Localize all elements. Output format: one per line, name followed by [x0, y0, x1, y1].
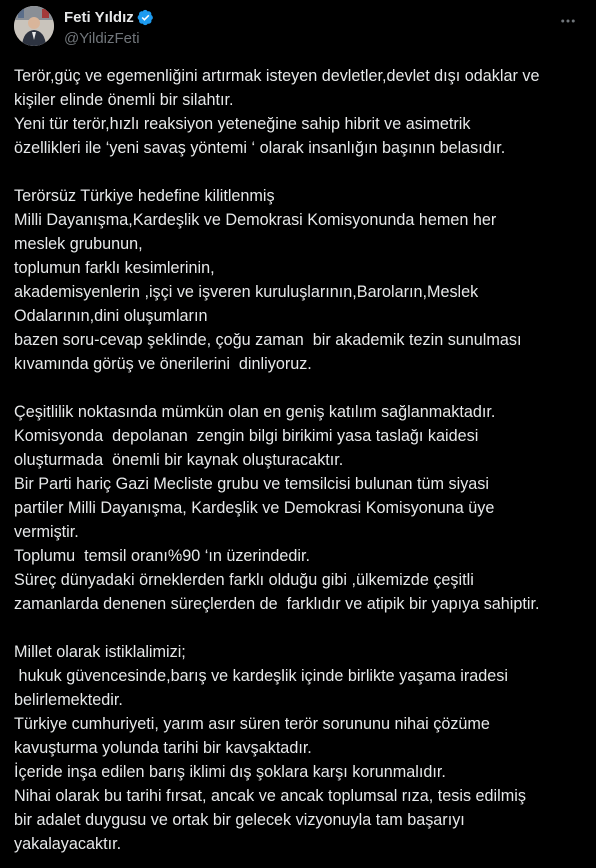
tweet-text-line: zamanlarda denenen süreçlerden de farklıdır ve atipik bir yapıya sahiptir. — [14, 595, 540, 613]
tweet-text-line: Milli Dayanışma,Kardeşlik ve Demokrasi Komisyonunda hemen her — [14, 211, 497, 229]
tweet-text-line: kişiler elinde önemli bir silahtır. — [14, 91, 234, 109]
tweet-text-line: bazen soru-cevap şeklinde, çoğu zaman bir akademik tezin sunulması — [14, 331, 522, 349]
tweet-text-line: özellikleri ile ‘yeni savaş yöntemi ‘ olarak insanlığın başının belasıdır. — [14, 139, 506, 157]
tweet-text-line: yakalayacaktır. — [14, 835, 122, 853]
display-name[interactable]: Feti Yıldız — [64, 9, 134, 26]
tweet-text-line: Toplumu temsil oranı%90 ‘ın üzerindedir. — [14, 547, 311, 565]
tweet-text — [14, 64, 590, 856]
tweet-text-line: oluşturmada önemli bir kaynak oluşturacaktır. — [14, 451, 344, 469]
tweet-text-line: kavuşturma yolunda tarihi bir kavşaktadır. — [14, 739, 312, 757]
tweet-text-line: Nihai olarak bu tarihi fırsat, ancak ve ancak toplumsal rıza, tesis edilmiş — [14, 787, 526, 805]
tweet-text-line: Millet olarak istiklalimizi; — [14, 643, 186, 661]
tweet-text-line: Terörsüz Türkiye hedefine kilitlenmiş — [14, 187, 275, 205]
tweet-text-line: vermiştir. — [14, 523, 79, 541]
tweet-text-line: bir adalet duygusu ve ortak bir gelecek vizyonuyla tam başarıyı — [14, 811, 465, 829]
tweet-text-line: hukuk güvencesinde,barış ve kardeşlik içinde birlikte yaşama iradesi — [14, 667, 508, 685]
tweet-text-line: Çeşitlilik noktasında mümkün olan en geniş katılım sağlanmaktadır. — [14, 403, 496, 421]
tweet-text-line — [14, 160, 590, 184]
avatar[interactable] — [14, 6, 54, 46]
tweet-header — [14, 6, 582, 50]
tweet-text-line: Süreç dünyadaki örneklerden farklı olduğu gibi ,ülkemizde çeşitli — [14, 571, 474, 589]
author-names — [64, 8, 154, 48]
tweet-text-line: akademisyenlerin ,işçi ve işveren kuruluşlarının,Baroların,Meslek — [14, 283, 479, 301]
tweet-text-line: Odalarının,dini oluşumların — [14, 307, 208, 325]
more-options-icon[interactable] — [556, 9, 580, 33]
tweet-text-line: Türkiye cumhuriyeti, yarım asır süren terör sorununu nihai çözüme — [14, 715, 490, 733]
tweet-text-line — [14, 616, 590, 640]
tweet-text-line: Yeni tür terör,hızlı reaksiyon yeteneğine sahip hibrit ve asimetrik — [14, 115, 471, 133]
tweet-text-line: Terör,güç ve egemenliğini artırmak isteyen devletler,devlet dışı odaklar ve — [14, 67, 540, 85]
tweet-text-line: Bir Parti hariç Gazi Mecliste grubu ve temsilcisi bulunan tüm siyasi — [14, 475, 490, 493]
tweet-text-line: kıvamında görüş ve önerilerini dinliyoruz. — [14, 355, 312, 373]
tweet-text-line: partiler Milli Dayanışma, Kardeşlik ve Demokrasi Komisyonuna üye — [14, 499, 495, 517]
tweet-text-line: toplumun farklı kesimlerinin, — [14, 259, 215, 277]
tweet-text-line: meslek grubunun, — [14, 235, 143, 253]
tweet-text-line: Komisyonda depolanan zengin bilgi birikimi yasa taslağı kaidesi — [14, 427, 479, 445]
tweet-text-line — [14, 376, 590, 400]
tweet-text-line: İçeride inşa edilen barış iklimi dış şoklara karşı korunmalıdır. — [14, 763, 446, 781]
tweet-text-line: belirlemektedir. — [14, 691, 123, 709]
verified-badge-icon — [137, 9, 154, 26]
handle[interactable]: @YildizFeti — [64, 30, 140, 47]
